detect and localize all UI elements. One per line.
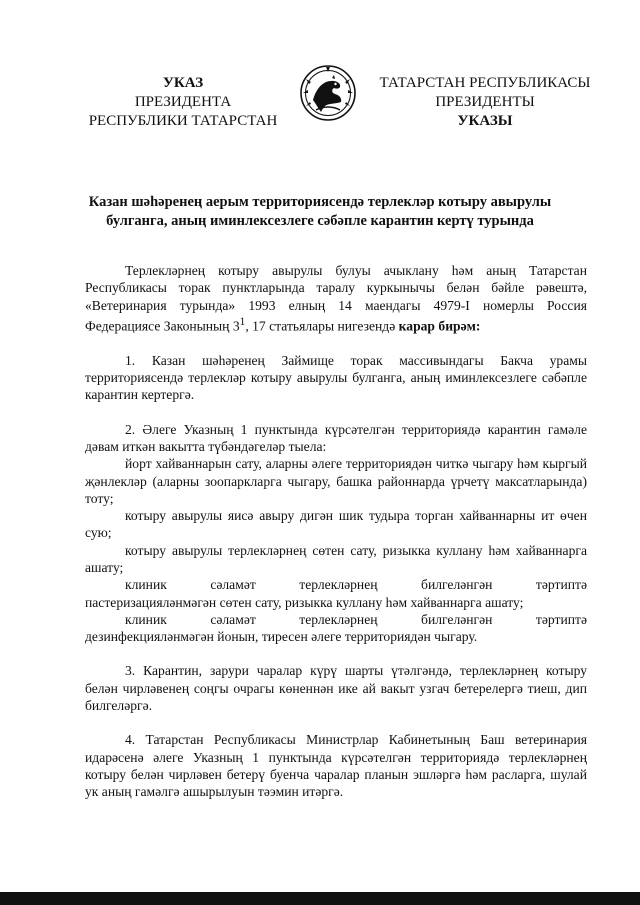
item-2-clause-e-line2: дезинфекцияләнмәгән йонын, тиресен әлеге территориядән чыгару. [85,629,478,645]
preamble-text-after: , 17 статьялары нигезендә [245,318,399,334]
preamble-text: Терлекләрнең котыру авырулы булуы ачыклану һәм аның Татарстан Республикасы торак пунктларында таралу куркынычы белән бәйле рәвештә, «Ветеринария турында» 1993 елның 14 маендагы 4979-I номерлы Россия Федерациясе Законының 3 [85,263,587,334]
preamble-paragraph [85,262,587,335]
header-left-line1: УКАЗ [162,75,204,91]
preamble-bold-tail: карар бирәм: [398,318,481,334]
header-left-line2: ПРЕЗИДЕНТА [134,94,232,110]
preamble-superscript: 1 [239,315,246,328]
item-2-clause-d-line2: пастеризацияләнмәгән сөтен сату, ризыкка куллану һәм хайваннарга ашату; [85,594,524,610]
header-right-block [366,74,604,131]
title-line1: Казан шәһәренең аерым территориясендә терлекләр котыру авырулы [88,194,552,210]
item-1-paragraph: 1. Казан шәһәренең Займище торак массивындагы Бакча урамы территориясендә терлекләр котыру авырулы булганга, аның иминлексезлеге сәбәпле карантин кертергә. [85,352,587,403]
scan-bottom-edge [0,892,640,905]
header-left-line3: РЕСПУБЛИКИ ТАТАРСТАН [88,113,278,129]
item-2-clause-d-line1: клиник сәламәт терлекләрнең билгеләнгән тәртиптә [125,577,587,593]
item-2-clause-e-line1: клиник сәламәт терлекләрнең билгеләнгән тәртиптә [125,611,587,627]
item-2-intro: 2. Әлеге Указның 1 пунктында күрсәтелгән территориядә карантин гамәле дәвам иткән вакытта түбәндәгеләр тыела: [85,421,587,454]
coat-of-arms-icon [299,64,357,122]
title-line2: булганга, аның иминлексезлеге сәбәпле карантин кертү турында [106,213,534,229]
item-4-paragraph: 4. Татарстан Республикасы Министрлар Кабинетының Баш ветеринария идарәсенә әлеге Указның 1 пунктында күрсәтелгән территориядә терлекләрнең котыру белән чирләвен бетерү буенча чаралар планын эшләргә һәм расларга, шулай ук аның гамәлгә ашырылуын тәэмин итәргә. [85,732,587,800]
item-2-clause-c: котыру авырулы терлекләрнең сөтен сату, ризыкка куллану һәм хайваннарга ашату; [85,542,587,575]
item-2-clause-b: котыру авырулы яисә авыру дигән шик тудыра торган хайваннарны ит өчен сую; [85,508,587,541]
item-3-paragraph: 3. Карантин, зарури чаралар күрү шарты үтәлгәндә, терлекләрнең котыру белән чирләвенең соңгы очрагы көненнән ике ай вакыт узгач бетерелергә тиеш, дип билгеләргә. [85,663,587,714]
header-right-line1: ТАТАРСТАН РЕСПУБЛИКАСЫ [379,75,591,91]
header-right-line3: УКАЗЫ [457,113,513,129]
header-left-block [78,74,288,131]
header-right-line2: ПРЕЗИДЕНТЫ [435,94,535,110]
document-title [70,193,570,231]
document-body [85,262,587,801]
item-2-clause-a: йорт хайваннарын сату, аларны әлеге территориядән читкә чыгару һәм кыргый җәнлекләр (аларны зоопаркларга чыгару, башка районнарда үрчетү максатларында) тоту; [85,456,587,506]
